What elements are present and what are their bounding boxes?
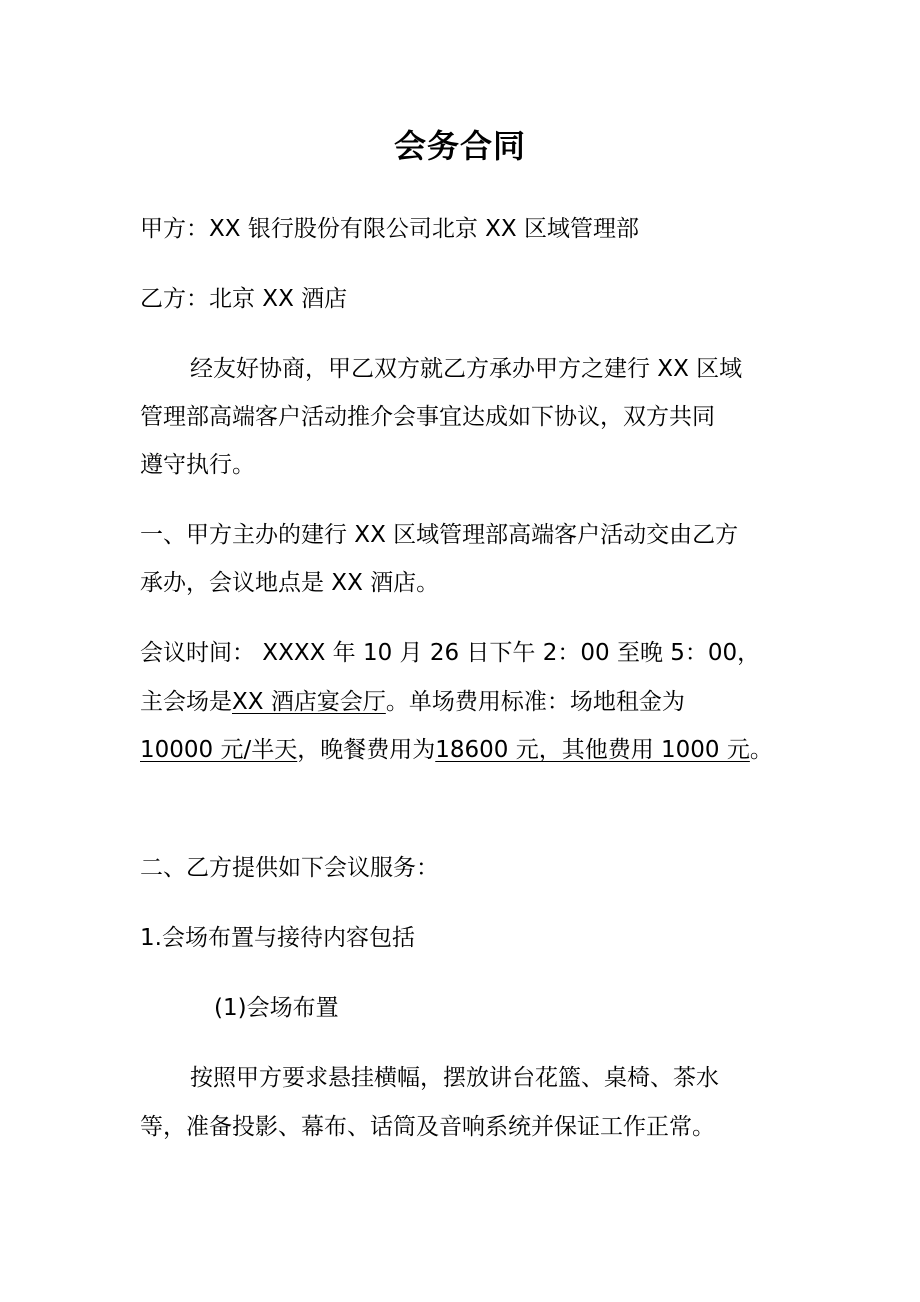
section1-line-2: 承办，会议地点是 XX 酒店。 xyxy=(140,570,440,596)
fee-end: 。 xyxy=(749,737,773,763)
rent-fee: 10000 元/半天 xyxy=(140,737,298,763)
dinner-prefix: ，晚餐费用为 xyxy=(297,737,436,763)
item1-heading: 1.会场布置与接待内容包括 xyxy=(140,925,415,951)
document-title: 会务合同 xyxy=(393,127,526,165)
intro-line-1: 经友好协商，甲乙双方就乙方承办甲方之建行 XX 区域 xyxy=(190,356,743,382)
venue-prefix: 主会场是 xyxy=(140,689,232,715)
venue-suffix: 。单场费用标准：场地租金为 xyxy=(385,689,685,715)
venue-name: XX 酒店宴会厅 xyxy=(232,689,386,715)
dinner-other-fee: 18600 元，其他费用 1000 元 xyxy=(435,737,750,763)
party-b: 乙方：北京 XX 酒店 xyxy=(140,286,348,312)
meeting-venue-line xyxy=(140,685,685,719)
arrangement-line-1: 按照甲方要求悬挂横幅，摆放讲台花篮、桌椅、茶水 xyxy=(190,1065,719,1091)
section2-heading: 二、乙方提供如下会议服务： xyxy=(140,855,439,881)
section1-line-1: 一、甲方主办的建行 XX 区域管理部高端客户活动交由乙方 xyxy=(140,522,739,548)
meeting-time: 会议时间： XXXX 年 10 月 26 日下午 2：00 至晚 5：00， xyxy=(140,640,761,666)
sub1-heading: (1)会场布置 xyxy=(214,995,339,1021)
meeting-fee-line xyxy=(140,733,773,767)
party-a: 甲方：XX 银行股份有限公司北京 XX 区域管理部 xyxy=(140,216,639,242)
intro-line-3: 遵守执行。 xyxy=(140,452,255,478)
arrangement-line-2: 等，准备投影、幕布、话筒及音响系统并保证工作正常。 xyxy=(140,1114,715,1140)
intro-line-2: 管理部高端客户活动推介会事宜达成如下协议，双方共同 xyxy=(140,404,715,430)
